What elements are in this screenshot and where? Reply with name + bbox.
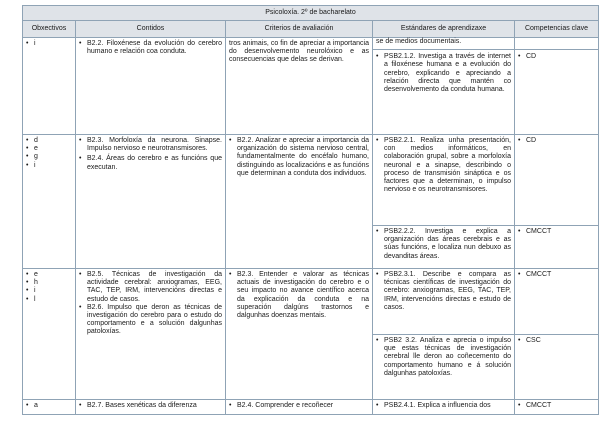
objectives-cell — [23, 135, 76, 269]
competence-item: • CD — [518, 137, 595, 145]
competence-item: • CMCCT — [518, 402, 595, 410]
objective-item: • g — [26, 153, 72, 161]
competence-cell — [515, 400, 599, 415]
header-contents: Contidos — [76, 21, 226, 38]
objectives-cell — [23, 400, 76, 415]
standard-item: • PSB2.4.1. Explica a influencia dos — [376, 402, 511, 410]
contents-cell — [76, 400, 226, 415]
standards-cell — [373, 135, 515, 226]
standards-cell — [373, 269, 515, 335]
competence-cell — [515, 38, 599, 135]
contents-cell — [76, 135, 226, 269]
criteria-cell — [226, 135, 373, 269]
contents-cell — [76, 38, 226, 135]
table-title: Psicoloxía. 2º de bacharelato — [23, 6, 599, 21]
objective-item: • h — [26, 279, 72, 287]
objective-item: • i — [26, 40, 72, 48]
objective-item: • e — [26, 271, 72, 279]
criterion-item: • B2.4. Comprender e recoñecer — [229, 402, 369, 410]
objective-item: • i — [26, 287, 72, 295]
objectives-cell — [23, 269, 76, 400]
competence-item: • CMCCT — [518, 228, 595, 236]
competence-cell — [515, 135, 599, 226]
objective-item: • a — [26, 402, 72, 410]
content-item: • B2.6. Impulso que deron as técnicas de investigación do cerebro para o estudo do comportamento e a solución dalgunhas patoloxías. — [79, 304, 222, 337]
standards-cell — [373, 400, 515, 415]
content-item: • B2.5. Técnicas de investigación da actividade cerebral: anxiogramas, EEG, TAC, TEP, IRM, intervencións directas e estudo de casos. — [79, 271, 222, 304]
table-row — [23, 400, 599, 415]
objective-item: • i — [26, 162, 72, 170]
table-row — [23, 38, 599, 135]
standards-cell — [373, 38, 515, 135]
header-objectives: Obxectivos — [23, 21, 76, 38]
objective-item: • e — [26, 145, 72, 153]
objective-item: • d — [26, 137, 72, 145]
header-criteria: Criterios de avaliación — [226, 21, 373, 38]
content-item: • B2.4. Áreas do cerebro e as funcións que executan. — [79, 155, 222, 171]
standard-item: • PSB2 3.2. Analiza e aprecia o impulso que estas técnicas de investigación cerebral lle deron ao coñecemento do comportamento humano e á solución dalgunhas patoloxías. — [376, 337, 511, 378]
competence-cell — [515, 335, 599, 400]
competence-cell — [515, 269, 599, 335]
standards-cell — [373, 335, 515, 400]
standard-item: • PSB2.3.1. Describe e compara as técnicas científicas de investigación do cerebro: anxiogramas, EEG, TAC, TEP, IRM, intervencións directas e estudo de casos. — [376, 271, 511, 312]
curriculum-table — [22, 5, 599, 415]
standards-cell — [373, 226, 515, 269]
standard-item: • PSB2.1.2. Investiga a través de internet a filoxénese humana e a evolución do cerebro, explicando e apreciando a relación directa que mantén co desenvolvemento da conduta humana. — [376, 53, 511, 94]
competence-item: • CMCCT — [518, 271, 595, 279]
criteria-cell — [226, 400, 373, 415]
standard-item: • PSB2.2.2. Investiga e explica a organización das áreas cerebrais e as súas funcións, e localiza nun debuxo as devanditas áreas. — [376, 228, 511, 261]
criterion-item: • B2.2. Analizar e apreciar a importancia da organización do sistema nervioso central, fundamentalmente do encéfalo humano, distinguindo as localizacións e as funcións que determinan a conduta dos individuos. — [229, 137, 369, 178]
standard-item: • PSB2.2.1. Realiza unha presentación, con medios informáticos, en colaboración grupal, sobre a morfoloxía neuronal e a sinapse, describindo o proceso de transmisión sináptica e os factores que a determinan, o impulso nervioso e os neurotransmisores. — [376, 137, 511, 194]
objective-item: • l — [26, 296, 72, 304]
content-item: • B2.2. Filoxénese da evolución do cerebro humano e relación coa conduta. — [79, 40, 222, 56]
header-competences: Competencias clave — [515, 21, 599, 38]
content-item: • B2.3. Morfoloxía da neurona. Sinapse. Impulso nervioso e neurotransmisores. — [79, 137, 222, 153]
content-item: • B2.7. Bases xenéticas da diferenza — [79, 402, 222, 410]
table-row — [23, 269, 599, 335]
criteria-cell: tros animais, co fin de apreciar a importancia do desenvolvemento neurolóxico e as consecuencias que delas se derivan. — [226, 38, 373, 135]
objectives-cell — [23, 38, 76, 135]
competence-item: • CSC — [518, 337, 595, 345]
standard-continuation: se de medios documentais. — [373, 38, 514, 50]
contents-cell — [76, 269, 226, 400]
header-standards: Estándares de aprendizaxe — [373, 21, 515, 38]
competence-cell — [515, 226, 599, 269]
criteria-cell — [226, 269, 373, 400]
competence-item: • CD — [518, 53, 595, 61]
table-row — [23, 135, 599, 226]
criterion-item: • B2.3. Entender e valorar as técnicas actuais de investigación do cerebro e o seu impacto no avance científico acerca da explicación da conduta e na superación dalgúns trastornos e dalgunhas doenzas mentais. — [229, 271, 369, 320]
